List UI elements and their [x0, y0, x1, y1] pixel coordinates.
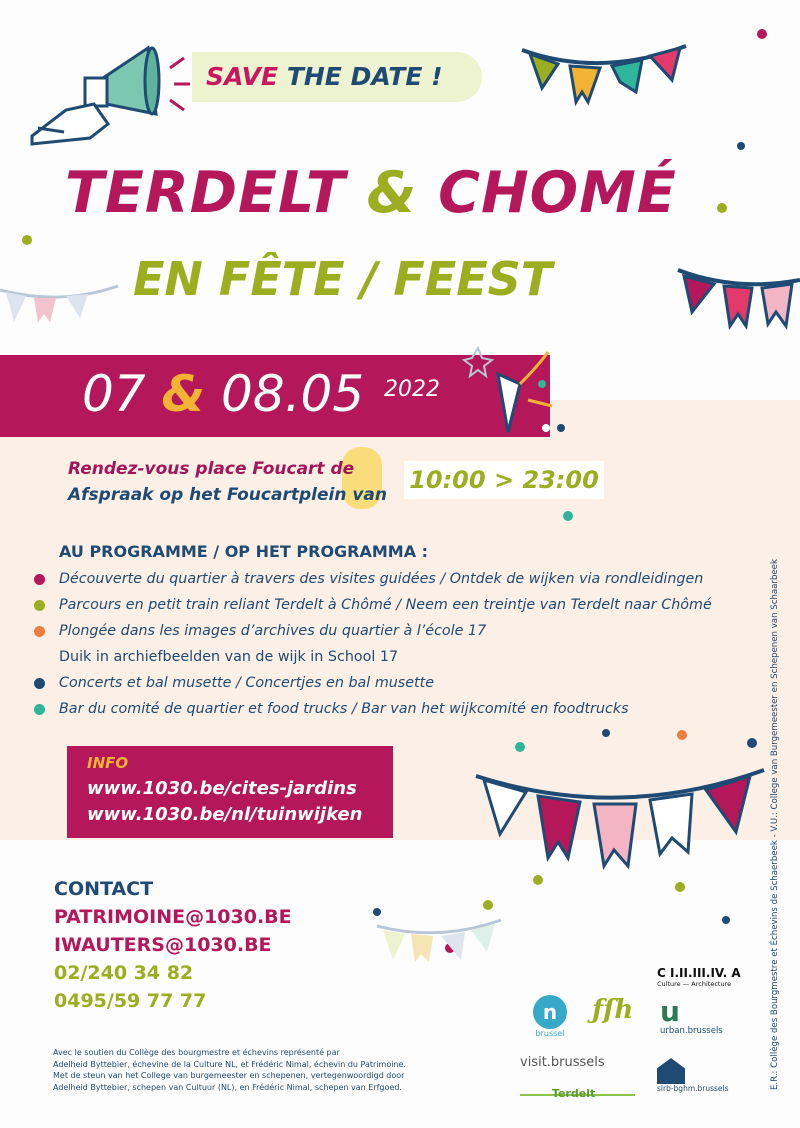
bullet-dot: [34, 600, 45, 611]
subtitle: EN FÊTE / FEEST: [133, 252, 553, 306]
title-ampersand: &: [366, 160, 418, 226]
ciiiiva-logo: C I.II.III.IV. A Culture — Architecture: [657, 966, 741, 988]
slrb-logo: slrb-bghm.brussels: [657, 1058, 729, 1093]
programme-item: Duik in archiefbeelden van de wijk in School 17: [59, 649, 399, 665]
footer-credits: Avec le soutien du Collège des bourgmestre et échevins représenté par Adelheid Byttebier, échevine de la Culture NL, et Frédéric Nimal, échevin du Patrimoine. Met de steun van het College van burgemeester en schepenen, vertegenwoordigd door Adelheid Byttebier, schepen van Cultuur (NL), en Frédéric Nimal, schepen van Erfgoed.: [53, 1048, 406, 1092]
visit-brussels-logo: visit.brussels: [520, 1055, 605, 1070]
venue-text: [68, 456, 398, 508]
event-year: 2022: [384, 377, 440, 402]
urban-logo: u urban.brussels: [660, 995, 723, 1036]
vertical-legal-text: E.R.: Collège des Bourgmestre et Échevins de Schaerbeek - V.U.: College van Burgemeester en Schepenen van Schaarbeek: [770, 559, 780, 1090]
programme-item: Plongée dans les images d’archives du quartier à l’école 17: [34, 620, 754, 646]
save-the-date-banner: [192, 52, 482, 102]
programme-item: Découverte du quartier à travers des visites guidées / Ontdek de wijken via rondleidingen: [34, 568, 754, 594]
event-hours: 10:00 > 23:00: [404, 461, 604, 499]
event-dates: [82, 365, 364, 423]
bullet-dot: [34, 574, 45, 585]
main-title: [65, 160, 765, 226]
fsh-logo: ƒſh: [592, 995, 634, 1025]
programme-item: Concerts et bal musette / Concertjes en bal musette: [34, 672, 754, 698]
programme-item: Parcours en petit train reliant Terdelt à Chômé / Neem een treintje van Terdelt naar Chômé: [34, 594, 754, 620]
programme-list: [34, 568, 754, 724]
title-chome: CHOMÉ: [417, 160, 677, 226]
programme-item: Bar du comité de quartier et food trucks / Bar van het wijkcomité en foodtrucks: [34, 698, 754, 724]
bunting-decoration-small: [375, 912, 505, 972]
brussel-logo: n brussel: [530, 995, 570, 1038]
programme-title: AU PROGRAMME / OP HET PROGRAMMA :: [59, 542, 429, 561]
contact-title: CONTACT: [54, 878, 154, 900]
contact-block: [54, 875, 292, 1015]
save-word: SAVE: [206, 62, 279, 91]
megaphone-icon: [30, 40, 210, 150]
date-first: 07: [82, 365, 162, 423]
bullet-dot: [34, 678, 45, 689]
info-link-fr[interactable]: www.1030.be/cites-jardins: [87, 778, 357, 799]
title-terdelt: TERDELT: [65, 160, 367, 226]
bullet-dot: [34, 626, 45, 637]
party-popper-icon: [462, 344, 562, 436]
contact-phone-1: 02/240 34 82: [54, 962, 194, 984]
date-second: 08.05: [205, 365, 365, 423]
bullet-dot: [34, 704, 45, 715]
date-ampersand: &: [161, 365, 206, 423]
venue-nl: Afspraak op het Foucartplein van: [68, 485, 387, 505]
info-box: [67, 746, 393, 838]
urban-u-icon: u: [660, 995, 680, 1028]
house-icon: [657, 1058, 685, 1084]
terdelt-logo: Terdelt: [520, 1082, 635, 1096]
bunting-decoration-large: [470, 762, 770, 882]
bunting-decoration: [520, 38, 690, 118]
contact-phone-2: 0495/59 77 77: [54, 990, 207, 1012]
info-label: INFO: [87, 754, 129, 772]
info-link-nl[interactable]: www.1030.be/nl/tuinwijken: [87, 804, 363, 825]
contact-email-2[interactable]: IWAUTERS@1030.BE: [54, 934, 272, 956]
the-date-word: THE DATE !: [286, 62, 443, 91]
contact-email-1[interactable]: PATRIMOINE@1030.BE: [54, 906, 292, 928]
brussel-n-icon: n: [533, 995, 567, 1029]
venue-fr: Rendez-vous place Foucart de: [68, 459, 355, 479]
bunting-decoration-left: [0, 270, 120, 330]
